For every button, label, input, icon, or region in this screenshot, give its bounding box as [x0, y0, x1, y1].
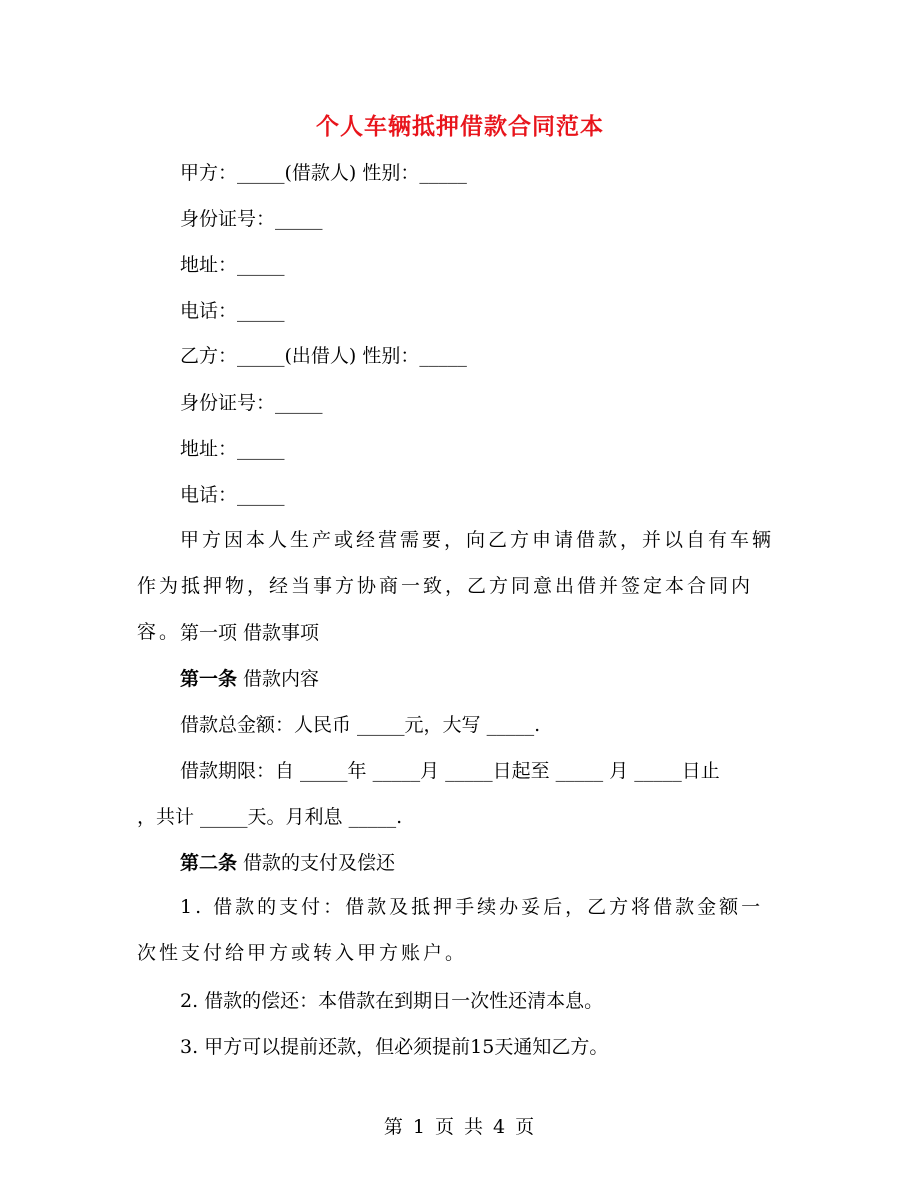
article2-title: 借款的支付及偿还 [237, 852, 396, 874]
page-title: 个人车辆抵押借款合同范本 [316, 113, 604, 140]
loan-term-line: 借款期限：自 _____年 _____月 _____日起至 _____ 月 _____日止 [180, 760, 720, 782]
article2-label: 第二条 [180, 852, 238, 874]
footer-prefix: 第 [383, 1116, 405, 1138]
article1-label: 第一条 [180, 668, 238, 690]
intro-paragraph: 甲方因本人生产或经营需要，向乙方申请借款，并以自有车辆作为抵押物，经当事方协商一致，乙方同意出借并签定本合同内容。 [137, 529, 775, 643]
party-b-name-line: 乙方：_____(出借人) 性别：_____ [180, 345, 467, 367]
footer-suffix: 页 [515, 1116, 537, 1138]
article2-item1: 1. 借款的支付：借款及抵押手续办妥后，乙方将借款金额一次性支付给甲方或转入甲方账户。 [137, 896, 764, 964]
loan-term-line-cont: ，共计 _____天。月利息 _____. [137, 806, 403, 828]
footer-middle: 页 共 [434, 1116, 486, 1138]
footer-page-number: 1 [412, 1116, 427, 1138]
page-footer [0, 1112, 920, 1139]
article1-heading [180, 666, 319, 692]
loan-amount-line: 借款总金额：人民币 _____元，大写 _____. [180, 714, 541, 736]
section1-heading: 第一项 借款事项 [180, 622, 320, 644]
party-a-phone-line: 电话：_____ [180, 300, 285, 322]
party-a-address-line: 地址：_____ [180, 254, 285, 276]
article2-heading [180, 850, 395, 876]
party-a-id-line: 身份证号：_____ [180, 208, 323, 230]
article2-item3: 3. 甲方可以提前还款，但必须提前15天通知乙方。 [180, 1036, 609, 1058]
party-b-phone-line: 电话：_____ [180, 484, 285, 506]
party-b-address-line: 地址：_____ [180, 438, 285, 460]
party-a-name-line: 甲方：_____(借款人) 性别：_____ [180, 162, 467, 184]
footer-total-pages: 4 [493, 1116, 508, 1138]
article2-item2: 2. 借款的偿还：本借款在到期日一次性还清本息。 [180, 990, 604, 1012]
article1-title: 借款内容 [237, 668, 320, 690]
party-b-id-line: 身份证号：_____ [180, 392, 323, 414]
